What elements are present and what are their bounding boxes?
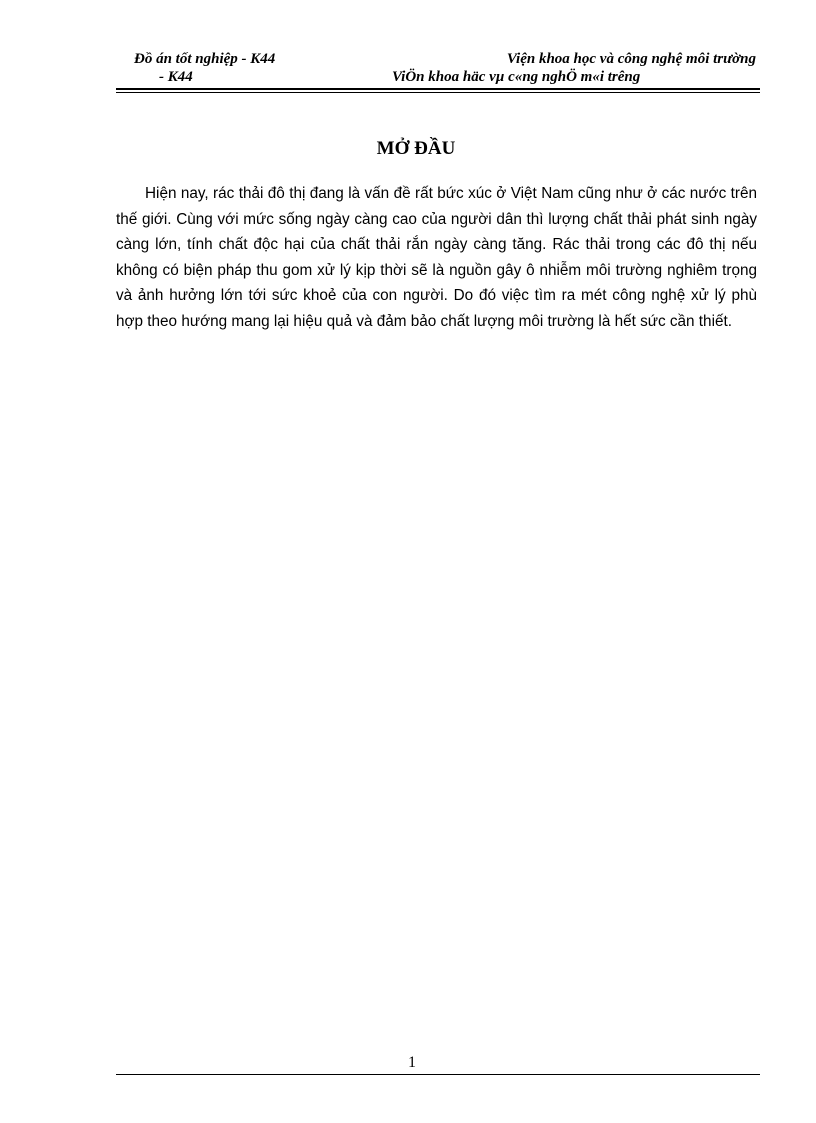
body-paragraph: Hiện nay, rác thải đô thị đang là vấn đề rất bức xúc ở Việt Nam cũng như ở các nước trên thế giới. Cùng với mức sống ngày càng cao của người dân thì lượng chất thải phát sinh ngày càng lớn, tính chất độc hại của chất thải rắn ngày càng tăng. Rác thải trong các đô thị nếu không có biện pháp thu gom xử lý kịp thời sẽ là nguồn gây ô nhiễm môi trường nghiêm trọng và ảnh hưởng lớn tới sức khoẻ của con người. Do đó việc tìm ra mét công nghệ xử lý phù hợp theo hướng mang lại hiệu quả và đảm bảo chất lượng môi trường là hết sức cần thiết.	[116, 185, 757, 330]
page-title: MỞ ĐẦU	[376, 138, 456, 159]
page-number: 1	[408, 1054, 416, 1071]
header-rule-thin	[116, 92, 760, 93]
header-rule-thick	[116, 88, 760, 90]
header-thesis-label-fragment: - K44	[159, 69, 193, 85]
footer-rule	[116, 1074, 760, 1075]
header-institute-label: Viện khoa học và công nghệ môi trường	[506, 51, 756, 67]
header-thesis-label: Đồ án tốt nghiệp - K44	[134, 51, 276, 67]
header-institute-label-garbled: ViÖn khoa häc vµ c«ng nghÖ m«i trêng	[392, 69, 641, 85]
